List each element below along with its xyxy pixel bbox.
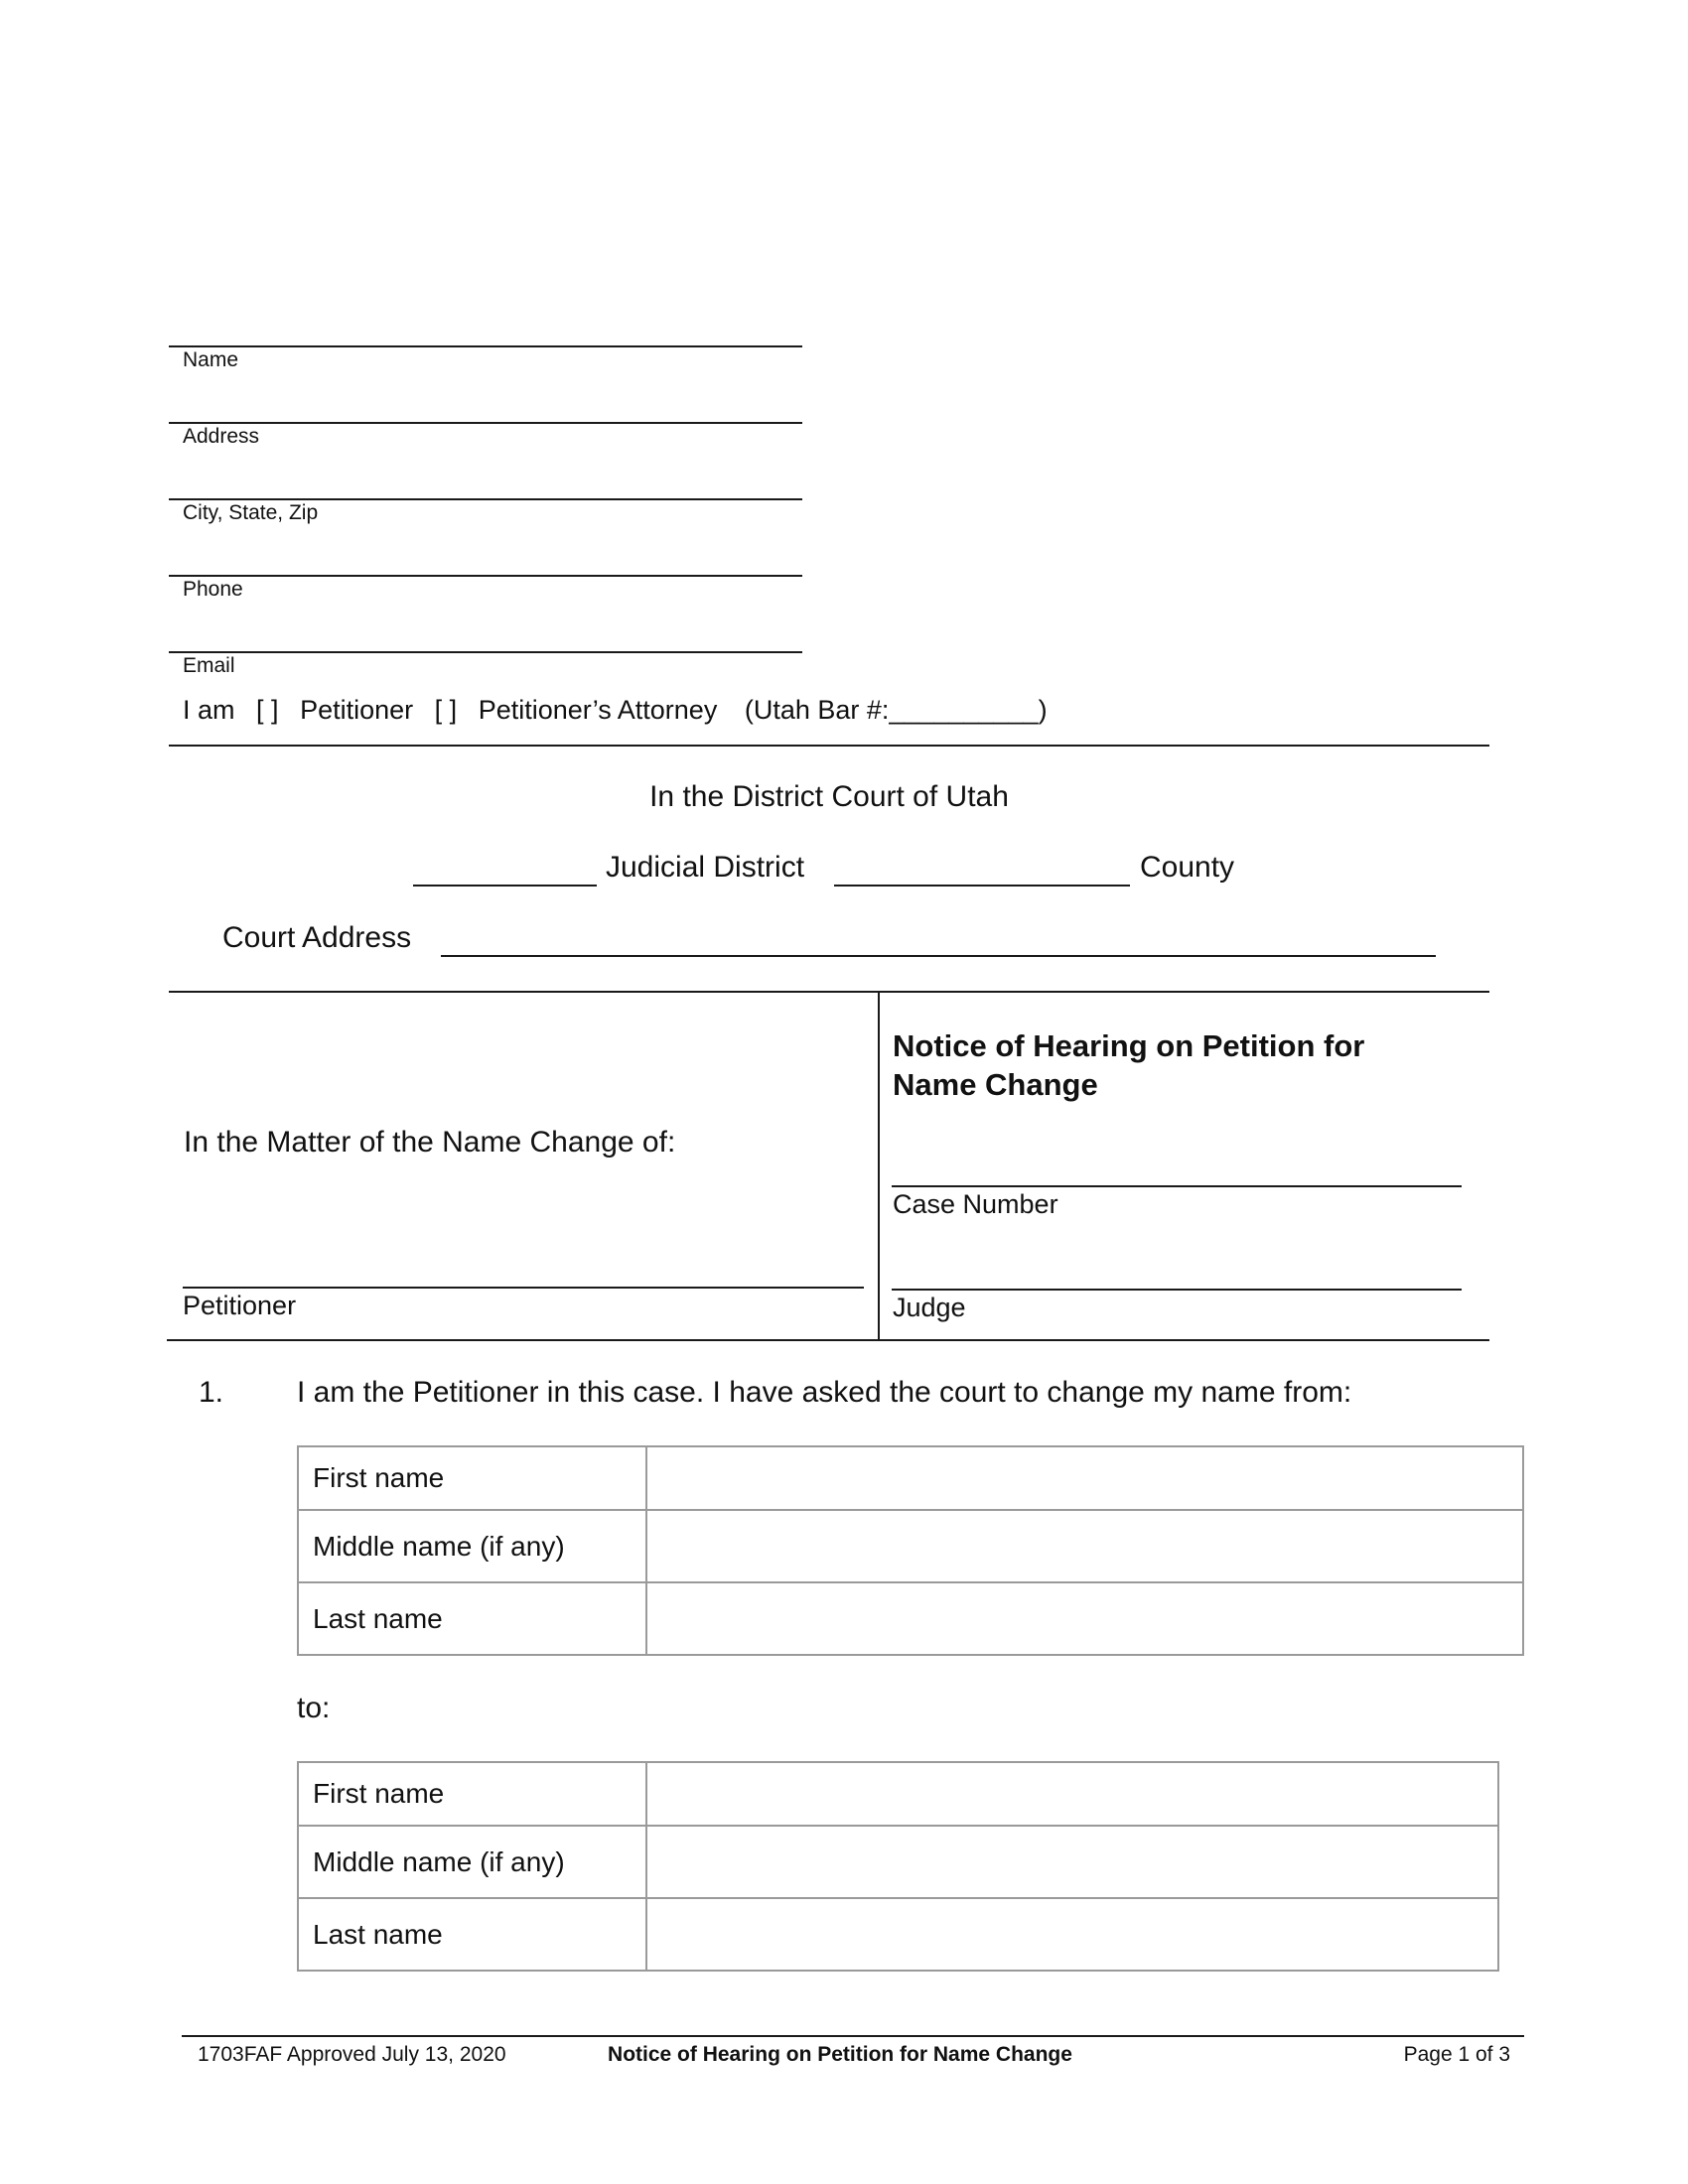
middle-name-label: Middle name (if any) [298,1510,646,1582]
caption-bottom-rule [167,1339,1489,1341]
judicial-district-field[interactable] [413,885,597,887]
name-line[interactable] [169,345,802,347]
court-address-label: Court Address [222,921,412,954]
role-line [183,695,1048,726]
i-am-text: I am [183,695,235,725]
city-state-zip-line[interactable] [169,498,802,500]
petitioner-checkbox[interactable]: [ ] [256,695,279,725]
middle-name-label: Middle name (if any) [298,1826,646,1898]
current-middle-name-field[interactable] [646,1510,1523,1582]
address-line[interactable] [169,422,802,424]
document-title: Notice of Hearing on Petition for Name Change [893,1028,1365,1102]
phone-line[interactable] [169,575,802,577]
attorney-checkbox[interactable]: [ ] [434,695,458,725]
county-field[interactable] [834,885,1130,887]
footer-title: Notice of Hearing on Petition for Name Change [608,2043,1072,2066]
phone-label: Phone [183,578,243,601]
table-row [298,1446,1523,1510]
caption-divider [878,991,880,1340]
table-row [298,1762,1498,1826]
utah-bar-close: ) [1038,695,1048,725]
footer-form-id: 1703FAF Approved July 13, 2020 [198,2043,506,2066]
petitioner-option: Petitioner [300,695,414,725]
current-name-table [297,1445,1524,1656]
address-label: Address [183,425,260,448]
first-name-label: First name [298,1762,646,1826]
new-first-name-field[interactable] [646,1762,1498,1826]
email-line[interactable] [169,651,802,653]
current-last-name-field[interactable] [646,1582,1523,1655]
name-label: Name [183,348,239,371]
table-row [298,1826,1498,1898]
case-number-label: Case Number [893,1189,1058,1219]
attorney-option: Petitioner’s Attorney [478,695,718,725]
judicial-district-label: Judicial District [606,851,805,884]
utah-bar-field[interactable]: __________ [889,695,1039,725]
last-name-label: Last name [298,1898,646,1971]
petitioner-name-line[interactable] [183,1287,864,1289]
first-name-label: First name [298,1446,646,1510]
petitioner-label: Petitioner [183,1291,297,1320]
case-number-line[interactable] [892,1185,1462,1187]
utah-bar-label: (Utah Bar #: [744,695,890,725]
new-middle-name-field[interactable] [646,1826,1498,1898]
email-label: Email [183,654,235,677]
section-text: I am the Petitioner in this case. I have asked the court to change my name from: [297,1376,1352,1409]
judge-line[interactable] [892,1289,1462,1291]
to-label: to: [297,1692,331,1724]
last-name-label: Last name [298,1582,646,1655]
judge-label: Judge [893,1293,966,1322]
caption-top-rule [169,991,1489,993]
court-title: In the District Court of Utah [649,780,1009,813]
current-first-name-field[interactable] [646,1446,1523,1510]
matter-heading: In the Matter of the Name Change of: [184,1126,676,1159]
new-last-name-field[interactable] [646,1898,1498,1971]
footer-page-number: Page 1 of 3 [1403,2043,1510,2066]
table-row [298,1582,1523,1655]
section-number: 1. [199,1376,224,1409]
header-divider [169,745,1489,747]
table-row [298,1898,1498,1971]
new-name-table [297,1761,1499,1972]
city-state-zip-label: City, State, Zip [183,501,319,524]
court-address-field[interactable] [441,955,1436,957]
table-row [298,1510,1523,1582]
county-label: County [1140,851,1235,884]
footer-rule [182,2035,1524,2037]
